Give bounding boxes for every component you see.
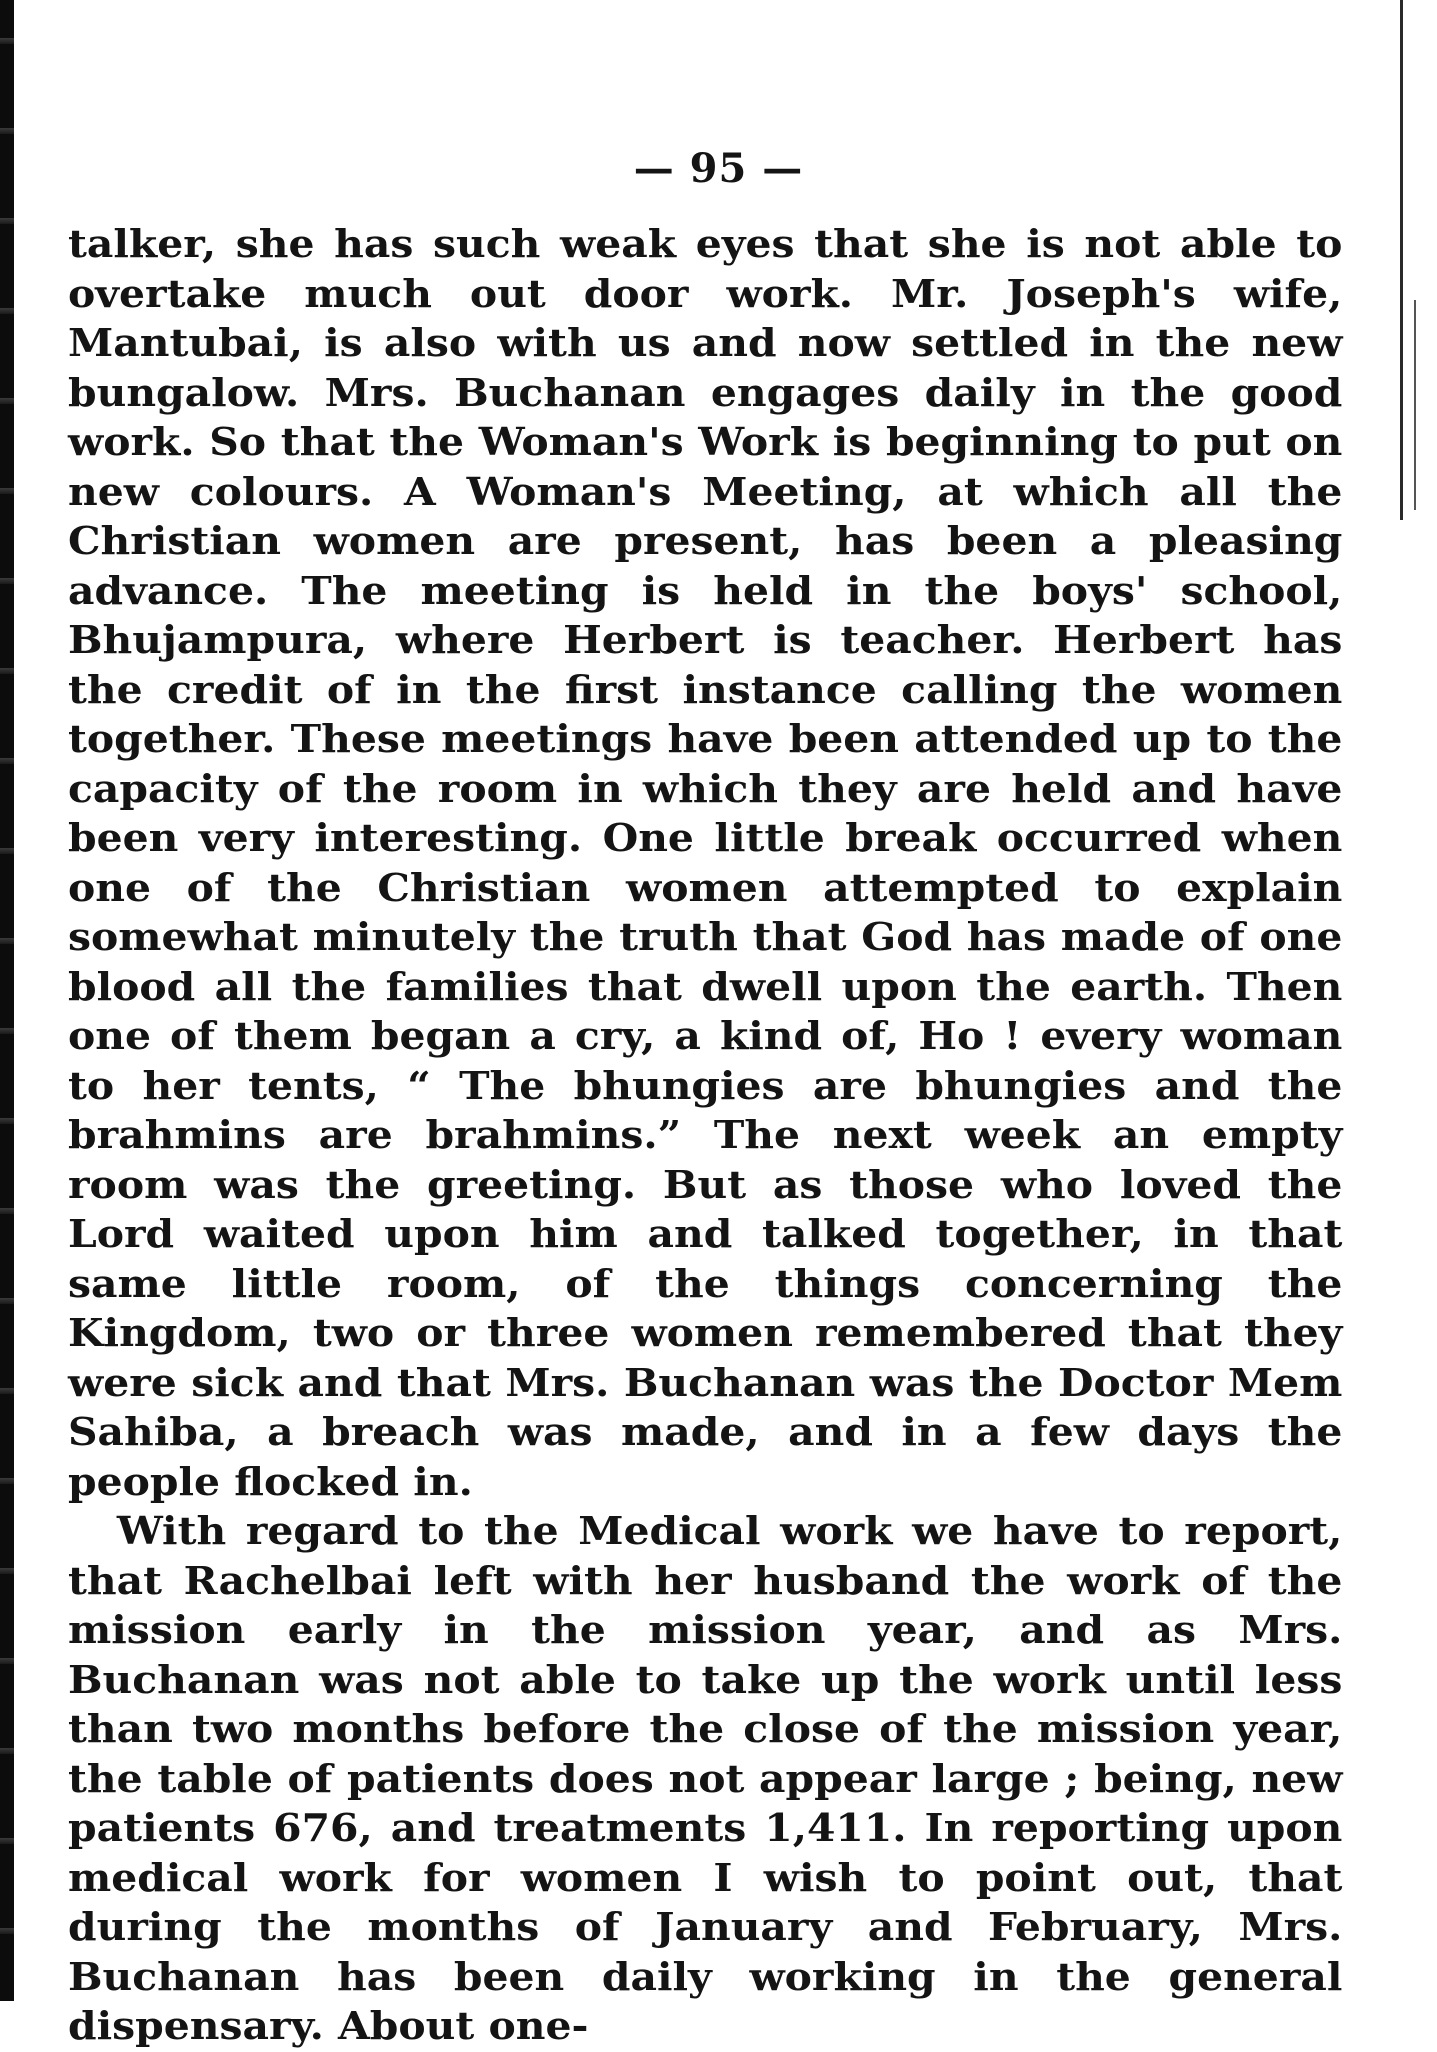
- page-binding-edge: [0, 0, 14, 2001]
- paragraph-women-work: talker, she has such weak eyes that she is not able to overtake much out door work. Mr. Joseph's wife, Mantubai, is also with us and now settled in the new bungalow. Mrs. Buchanan engages daily in the good work. So that the Woman's Work is beginning to put on new colours. A Woman's Meeting, at which all the Christian women are present, has been a pleasing advance. The meeting is held in the boys' school, Bhujampura, where Herbert is teacher. Herbert has the credit of in the first instance calling the women together. These meetings have been attended up to the capacity of the room in which they are held and have been very interesting. One little break occurred when one of the Christian women attempted to explain somewhat minutely the truth that God has made of one blood all the families that dwell upon the earth. Then one of them began a cry, a kind of, Ho ! every woman to her tents, “ The bhungies are bhungies and the brahmins are brahmins.” The next week an empty room was the greeting. But as those who loved the Lord waited upon him and talked together, in that same little room, of the things concerning the Kingdom, two or three women remembered that they were sick and that Mrs. Buchanan was the Doctor Mem Sahiba, a breach was made, and in a few days the people flocked in.: [68, 222, 1343, 1505]
- body-text: [68, 220, 1342, 2052]
- page-number: — 95 —: [633, 145, 804, 192]
- paragraph-medical-work: With regard to the Medical work we have to report, that Rachelbai left with her husband the work of the mission early in the mission year, and as Mrs. Buchanan was not able to take up the work until less than two months before the close of the mission year, the table of patients does not appear large ; being, new patients 676, and treatments 1,411. In reporting upon medical work for women I wish to point out, that during the months of January and February, Mrs. Buchanan has been daily working in the general dispensary. About one-: [68, 1509, 1343, 2049]
- margin-rule-inner: [1414, 300, 1416, 510]
- margin-rule: [1400, 0, 1403, 520]
